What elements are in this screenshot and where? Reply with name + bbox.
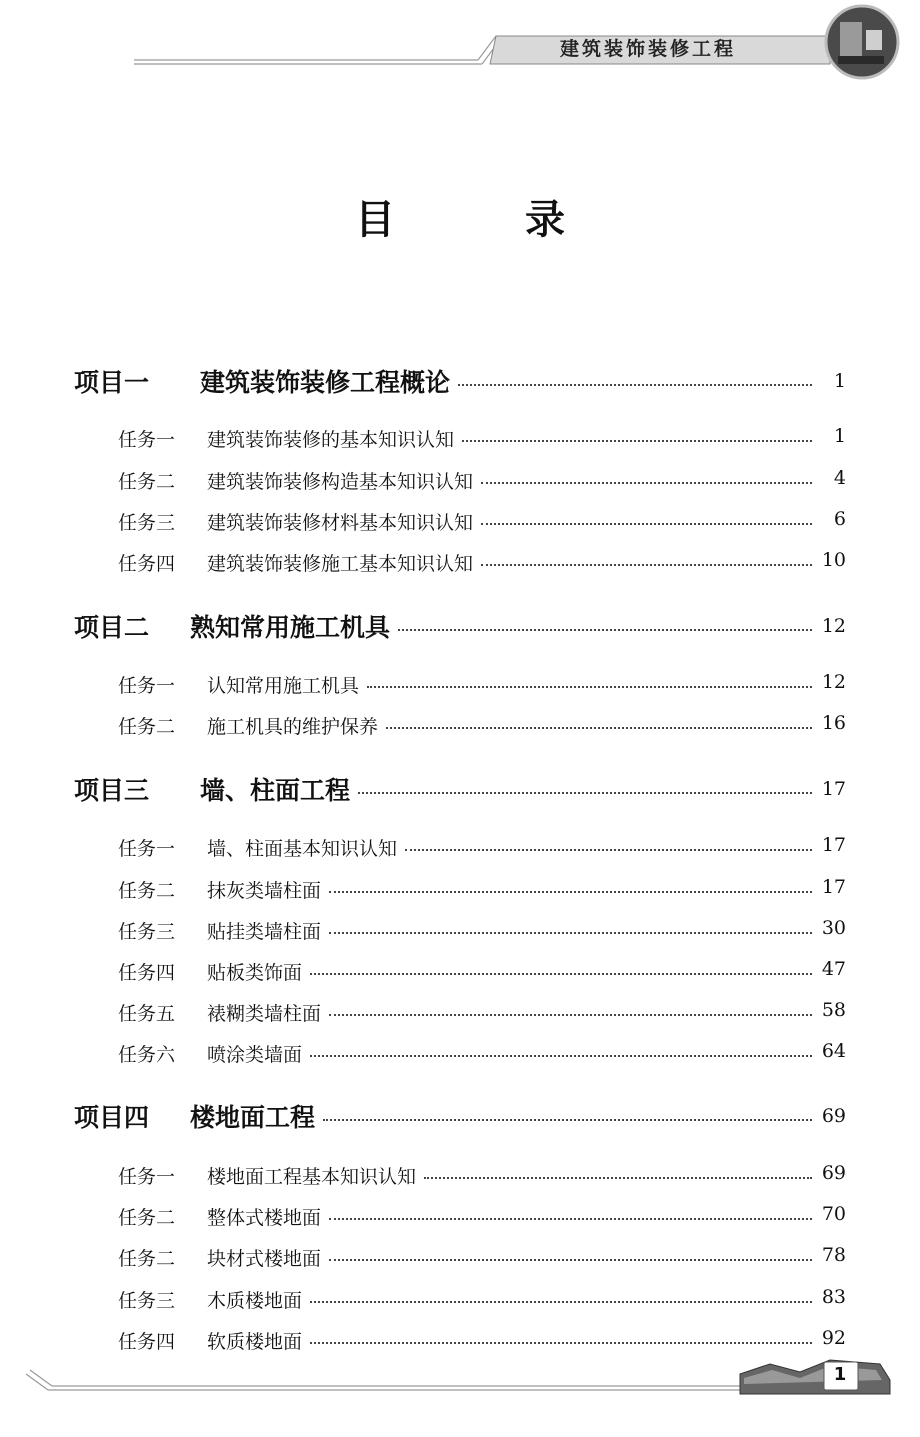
toc-entry-number: 任务六 — [118, 1044, 176, 1066]
toc-leader-dots — [310, 1301, 812, 1303]
toc-entry-page: 6 — [833, 508, 846, 530]
toc-entry-title: 建筑装饰装修工程概论 — [200, 368, 451, 397]
toc-project-row[interactable] — [0, 608, 920, 644]
toc-entry-page: 17 — [821, 834, 846, 856]
toc-entry-number: 任务一 — [118, 429, 176, 451]
toc-entry-number: 任务四 — [118, 962, 176, 984]
toc-leader-dots — [310, 973, 812, 975]
toc-task-row[interactable] — [0, 423, 920, 459]
toc-task-row[interactable] — [0, 832, 920, 868]
toc-leader-dots — [329, 1259, 812, 1261]
toc-task-row[interactable] — [0, 874, 920, 910]
toc-entry-page: 64 — [821, 1040, 846, 1062]
toc-entry-page: 10 — [821, 549, 846, 571]
toc-entry-title: 建筑装饰装修材料基本知识认知 — [207, 512, 474, 534]
toc-entry-title: 贴板类饰面 — [207, 962, 303, 984]
toc-entry-title: 楼地面工程 — [190, 1103, 316, 1132]
toc-entry-page: 4 — [833, 467, 846, 489]
toc-leader-dots — [329, 891, 812, 893]
toc-entry-page: 16 — [821, 712, 846, 734]
toc-entry-page: 58 — [821, 999, 846, 1021]
toc-leader-dots — [329, 932, 812, 934]
toc-leader-dots — [329, 1218, 812, 1220]
toc-project-row[interactable] — [0, 771, 920, 807]
toc-entry-number: 任务五 — [118, 1003, 176, 1025]
toc-entry-number: 任务三 — [118, 1290, 176, 1312]
toc-task-row[interactable] — [0, 710, 920, 746]
toc-leader-dots — [462, 440, 812, 442]
toc-entry-page: 92 — [821, 1327, 846, 1349]
toc-leader-dots — [367, 686, 812, 688]
toc-entry-number: 项目二 — [74, 613, 150, 642]
toc-entry-title: 木质楼地面 — [207, 1290, 303, 1312]
toc-task-row[interactable] — [0, 506, 920, 542]
toc-task-row[interactable] — [0, 997, 920, 1033]
toc-task-row[interactable] — [0, 915, 920, 951]
toc-entry-page: 69 — [821, 1105, 846, 1127]
toc-entry-number: 任务三 — [118, 512, 176, 534]
toc-entry-page: 17 — [821, 876, 846, 898]
toc-leader-dots — [310, 1342, 812, 1344]
toc-task-row[interactable] — [0, 1160, 920, 1196]
toc-task-row[interactable] — [0, 1201, 920, 1237]
toc-leader-dots — [424, 1177, 812, 1179]
toc-entry-number: 项目四 — [74, 1103, 150, 1132]
footer-banner — [0, 1350, 920, 1437]
toc-entry-title: 抹灰类墙柱面 — [207, 880, 322, 902]
toc-entry-page: 47 — [821, 958, 846, 980]
toc-entry-number: 任务二 — [118, 1248, 176, 1270]
toc-entry-number: 任务二 — [118, 471, 176, 493]
toc-leader-dots — [358, 792, 812, 794]
toc-entry-title: 喷涂类墙面 — [207, 1044, 303, 1066]
toc-entry-number: 任务一 — [118, 675, 176, 697]
toc-entry-page: 30 — [821, 917, 846, 939]
toc-leader-dots — [481, 523, 812, 525]
toc-task-row[interactable] — [0, 1284, 920, 1320]
toc-leader-dots — [310, 1055, 812, 1057]
toc-entry-page: 1 — [833, 370, 846, 392]
toc-project-row[interactable] — [0, 1098, 920, 1134]
toc-leader-dots — [398, 629, 812, 631]
toc-leader-dots — [386, 727, 812, 729]
toc-entry-number: 任务三 — [118, 921, 176, 943]
toc-entry-page: 17 — [821, 778, 846, 800]
toc-entry-title: 施工机具的维护保养 — [207, 716, 379, 738]
toc-entry-page: 12 — [821, 615, 846, 637]
toc-entry-title: 建筑装饰装修构造基本知识认知 — [207, 471, 474, 493]
toc-task-row[interactable] — [0, 1242, 920, 1278]
toc-entry-title: 裱糊类墙柱面 — [207, 1003, 322, 1025]
toc-entry-title: 熟知常用施工机具 — [190, 613, 391, 642]
toc-leader-dots — [481, 564, 812, 566]
toc-entry-page: 1 — [833, 425, 846, 447]
toc-entry-title: 整体式楼地面 — [207, 1207, 322, 1229]
toc-entry-title: 块材式楼地面 — [207, 1248, 322, 1270]
toc-leader-dots — [481, 482, 812, 484]
toc-entry-title: 建筑装饰装修施工基本知识认知 — [207, 553, 474, 575]
toc-entry-number: 任务一 — [118, 838, 176, 860]
toc-task-row[interactable] — [0, 669, 920, 705]
toc-entry-number: 项目一 — [74, 368, 150, 397]
toc-entry-number: 任务四 — [118, 553, 176, 575]
toc-leader-dots — [329, 1014, 812, 1016]
page-number: 1 — [833, 1364, 847, 1385]
toc-entry-number: 任务二 — [118, 880, 176, 902]
toc-task-row[interactable] — [0, 1038, 920, 1074]
toc-leader-dots — [405, 849, 812, 851]
toc-entry-page: 12 — [821, 671, 846, 693]
toc-entry-title: 软质楼地面 — [207, 1331, 303, 1353]
toc-entry-page: 69 — [821, 1162, 846, 1184]
toc-leader-dots — [323, 1119, 812, 1121]
toc-entry-title: 建筑装饰装修的基本知识认知 — [207, 429, 455, 451]
toc-entry-title: 楼地面工程基本知识认知 — [207, 1166, 417, 1188]
toc-entry-number: 任务一 — [118, 1166, 176, 1188]
toc-task-row[interactable] — [0, 547, 920, 583]
toc-entry-page: 70 — [821, 1203, 846, 1225]
toc-entry-title: 认知常用施工机具 — [207, 675, 360, 697]
toc-project-row[interactable] — [0, 363, 920, 399]
toc-task-row[interactable] — [0, 465, 920, 501]
toc-entry-number: 项目三 — [74, 776, 150, 805]
toc-entry-number: 任务二 — [118, 716, 176, 738]
toc-entry-page: 83 — [821, 1286, 846, 1308]
toc-entry-title: 墙、柱面工程 — [200, 776, 351, 805]
toc-entry-page: 78 — [821, 1244, 846, 1266]
toc-entry-title: 贴挂类墙柱面 — [207, 921, 322, 943]
toc-entry-number: 任务四 — [118, 1331, 176, 1353]
page-title: 目录 — [355, 197, 695, 243]
toc-leader-dots — [458, 384, 812, 386]
toc-entry-title: 墙、柱面基本知识认知 — [207, 838, 398, 860]
toc-entry-number: 任务二 — [118, 1207, 176, 1229]
toc-task-row[interactable] — [0, 956, 920, 992]
book-title: 建筑装饰装修工程 — [560, 38, 737, 60]
